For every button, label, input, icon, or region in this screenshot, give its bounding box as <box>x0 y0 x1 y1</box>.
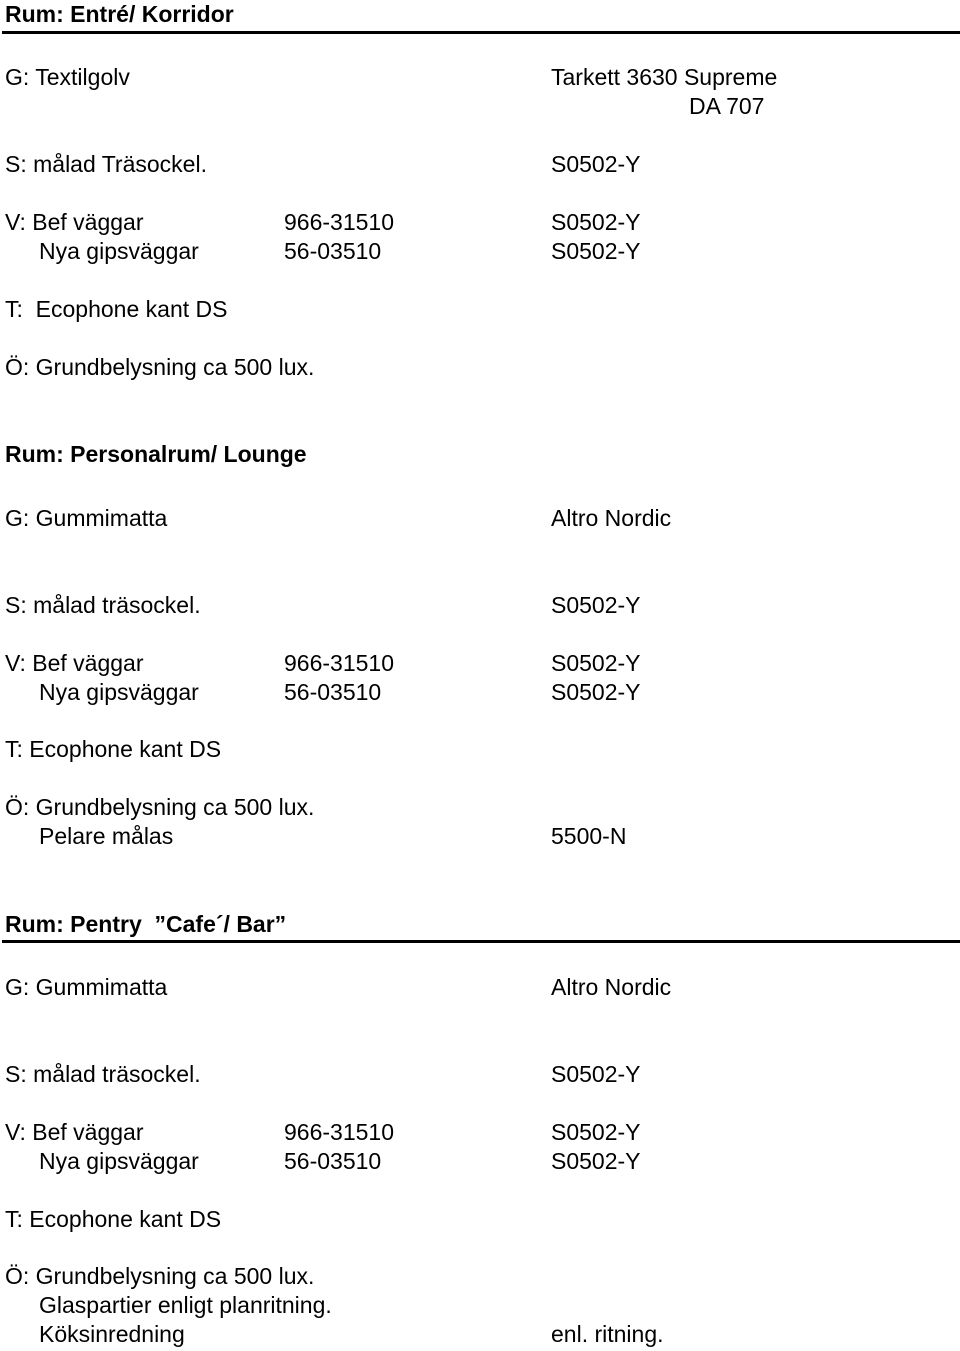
walls-code: 966-31510 <box>284 209 394 235</box>
other-extra2-label: Köksinredning <box>39 1321 185 1347</box>
new-walls-color: S0502-Y <box>551 1148 641 1174</box>
walls-color: S0502-Y <box>551 209 641 235</box>
floor-label: G: Textilgolv <box>5 64 130 90</box>
skirting-label: S: målad träsockel. <box>5 1061 201 1087</box>
other-label: Ö: Grundbelysning ca 500 lux. <box>5 794 315 820</box>
floor-label: G: Gummimatta <box>5 974 168 1000</box>
walls-color: S0502-Y <box>551 650 641 676</box>
floor-product: Tarkett 3630 Supreme <box>551 64 778 90</box>
new-walls-label: Nya gipsväggar <box>39 1148 199 1174</box>
new-walls-label: Nya gipsväggar <box>39 238 199 264</box>
skirting-color: S0502-Y <box>551 592 641 618</box>
room-heading: Rum: Personalrum/ Lounge <box>5 441 307 467</box>
new-walls-label: Nya gipsväggar <box>39 679 199 705</box>
floor-label: G: Gummimatta <box>5 505 168 531</box>
walls-label: V: Bef väggar <box>5 650 144 676</box>
walls-code: 966-31510 <box>284 1119 394 1145</box>
floor-product: Altro Nordic <box>551 505 672 531</box>
ceiling-label: T: Ecophone kant DS <box>5 1206 222 1232</box>
other-extra2-value: enl. ritning. <box>551 1321 664 1347</box>
skirting-label: S: målad Träsockel. <box>5 151 207 177</box>
skirting-color: S0502-Y <box>551 1061 641 1087</box>
room-heading: Rum: Pentry ”Cafe´/ Bar” <box>5 911 287 937</box>
new-walls-color: S0502-Y <box>551 238 641 264</box>
walls-code: 966-31510 <box>284 650 394 676</box>
other-extra-label: Pelare målas <box>39 823 174 849</box>
room-heading: Rum: Entré/ Korridor <box>5 1 234 27</box>
skirting-color: S0502-Y <box>551 151 641 177</box>
walls-label: V: Bef väggar <box>5 1119 144 1145</box>
other-extra-label: Glaspartier enligt planritning. <box>39 1292 332 1318</box>
new-walls-code: 56-03510 <box>284 238 382 264</box>
heading-rule <box>2 31 960 34</box>
ceiling-label: T: Ecophone kant DS <box>5 296 228 322</box>
floor-product-code: DA 707 <box>689 93 765 119</box>
new-walls-code: 56-03510 <box>284 1148 382 1174</box>
other-label: Ö: Grundbelysning ca 500 lux. <box>5 354 315 380</box>
ceiling-label: T: Ecophone kant DS <box>5 736 222 762</box>
new-walls-color: S0502-Y <box>551 679 641 705</box>
heading-rule <box>2 940 960 943</box>
other-extra-value: 5500-N <box>551 823 627 849</box>
walls-label: V: Bef väggar <box>5 209 144 235</box>
floor-product: Altro Nordic <box>551 974 672 1000</box>
other-label: Ö: Grundbelysning ca 500 lux. <box>5 1263 315 1289</box>
new-walls-code: 56-03510 <box>284 679 382 705</box>
walls-color: S0502-Y <box>551 1119 641 1145</box>
skirting-label: S: målad träsockel. <box>5 592 201 618</box>
